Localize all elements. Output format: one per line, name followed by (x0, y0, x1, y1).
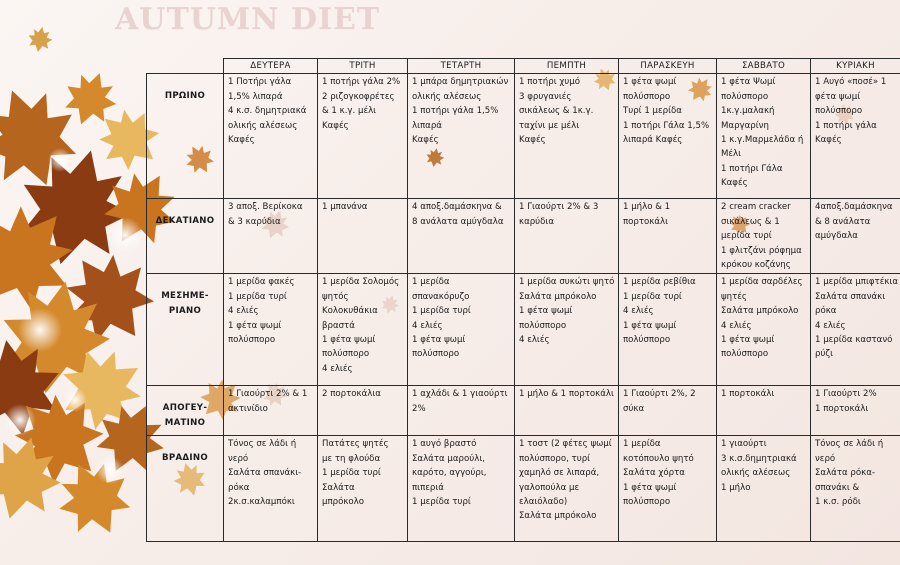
meal-item: με τη φλούδα (322, 453, 381, 464)
meal-item: ταχίνι με μέλι (519, 120, 580, 131)
meal-item: 1 μερίδα (623, 439, 661, 450)
page-title: AUTUMN DIET (115, 2, 381, 37)
meal-item: 1 μπανάνα (322, 202, 368, 213)
meal-item: 1κ.γ.μαλακή (721, 106, 775, 117)
meal-item: πολύσπορο (623, 497, 671, 508)
meal-item: 1 φέτα ψωμί (623, 320, 677, 331)
meal-label-line: ΜΑΤΙΝΟ (164, 417, 206, 428)
meal-cell (811, 274, 900, 386)
meal-item: Τόνος σε λάδι ή (815, 439, 884, 450)
meal-item: 1 Γιαούρτι 2% & 1 (228, 389, 308, 400)
meal-item: 1 μερίδα Σολομός (322, 277, 400, 288)
meal-item: 4 ελιές (519, 335, 550, 346)
meal-item: 1 ποτήρι γάλα 1,5% (412, 106, 499, 117)
meal-item: 1 Γιαούρτι 2% (815, 389, 877, 400)
meal-label-line: ΜΕΣΗΜΕ- (161, 291, 209, 302)
meal-label (147, 274, 224, 386)
meal-item: λιπαρά (412, 120, 442, 131)
meal-cell (515, 74, 619, 199)
meal-item: 1 Ποτήρι γάλα (228, 77, 292, 88)
meal-cell (717, 199, 811, 274)
meal-item: 1 ποτήρι Γάλα (721, 163, 783, 174)
meal-item: 1 τοστ (2 φέτες ψωμί (519, 439, 612, 450)
meal-cell (408, 74, 515, 199)
meal-item: Κολοκυθάκια (322, 306, 378, 317)
meal-label-line: ΑΠΟΓΕΥ- (162, 403, 208, 414)
meal-cell (224, 199, 318, 274)
meal-item: 1 πορτοκάλι (815, 403, 869, 414)
meal-item: μερίδα τυρί (721, 231, 772, 242)
meal-cell (811, 199, 900, 274)
meal-label-line: ΔΕΚΑΤΙΑΝΟ (155, 216, 215, 227)
meal-item: Σαλάτα μαρούλι, (412, 453, 485, 464)
meal-item: 1 αχλάδι & 1 γιαούρτι (412, 389, 508, 400)
meal-item: πολύσπορο (623, 335, 671, 346)
meal-row (147, 274, 900, 386)
meal-cell (224, 274, 318, 386)
meal-item: πιπεριά (412, 482, 444, 493)
meal-item: 1 μερίδα καστανό (815, 335, 893, 346)
meal-item: 1 μερίδα φακές (228, 277, 295, 288)
meal-item: 1 μερίδα τυρί (322, 468, 381, 479)
meal-item: Καφές (519, 135, 546, 146)
meal-item: 1 αυγό βραστό (412, 439, 477, 450)
meal-item: 1 ποτήρι γάλα (815, 120, 877, 131)
day-header: ΠΕΜΠΤΗ (515, 59, 619, 74)
meal-item: κρόκου κοζάνης (721, 260, 791, 271)
meal-item: 1 Αυγό «ποσέ» 1 (815, 77, 887, 88)
meal-item: πολύσπορο (623, 91, 671, 102)
meal-item: αμύγδαλα (815, 231, 858, 242)
meal-row (147, 74, 900, 199)
meal-cell (717, 274, 811, 386)
meal-item: 3 φρυγανιές (519, 91, 572, 102)
meal-item: 1 φέτα ψωμί (228, 320, 282, 331)
meal-cell (619, 199, 717, 274)
meal-row (147, 386, 900, 436)
meal-label (147, 74, 224, 199)
meal-item: 4 ελιές (721, 320, 752, 331)
meal-item: πολύσπορο (322, 349, 370, 360)
meal-item: σπανάκι & (815, 482, 860, 493)
meal-item: 1 φέτα ψωμί (721, 335, 775, 346)
meal-cell (408, 199, 515, 274)
meal-item: χαμηλό σε λιπαρά, (519, 468, 600, 479)
meal-cell (717, 386, 811, 436)
meal-item: πολύσπορο (228, 335, 276, 346)
meal-item: 1 μερίδα μπιφτέκια (815, 277, 899, 288)
meal-item: ρόκα (815, 306, 837, 317)
meal-cell (619, 436, 717, 542)
meal-item: & 8 ανάλατα (815, 216, 871, 227)
meal-item: γαλοπούλα με (519, 482, 580, 493)
meal-item: 1 μερίδα συκώτι ψητό (519, 277, 615, 288)
meal-cell (515, 386, 619, 436)
meal-row (147, 436, 900, 542)
meal-cell (515, 199, 619, 274)
meal-item: ρόκα (228, 482, 250, 493)
meal-item: Σαλάτα σπανάκι- (228, 468, 302, 479)
meal-item: 1 μερίδα (412, 277, 450, 288)
meal-item: 1 μήλο & 1 (623, 202, 671, 213)
meal-cell (811, 74, 900, 199)
meal-cell (408, 274, 515, 386)
meal-item: 4αποξ.δαμάσκηνα (815, 202, 893, 213)
meal-item: 8 ανάλατα αμύγδαλα (412, 216, 504, 227)
meal-cell (318, 199, 408, 274)
meal-cell (408, 386, 515, 436)
meal-item: πολύσπορο (721, 349, 769, 360)
meal-label-line: ΒΡΑΔΙΝΟ (162, 453, 208, 464)
meal-item: Σαλάτα μπρόκολο (519, 291, 597, 302)
meal-label-line: ΡΙΑΝΟ (168, 305, 202, 316)
meal-item: πολύσπορο (519, 320, 567, 331)
meal-cell (515, 274, 619, 386)
meal-item: Καφές (412, 135, 439, 146)
meal-item: 1 μπάρα δημητριακών (412, 77, 509, 88)
meal-item: 1 μήλο & 1 πορτοκάλι (519, 389, 614, 400)
meal-item: Μέλι (721, 149, 742, 160)
meal-item: 4 ελιές (228, 306, 259, 317)
meal-item: Καφές (721, 178, 748, 189)
meal-item: 1 μήλο (721, 482, 751, 493)
meal-item: 1 μερίδα ρεβίθια (623, 277, 696, 288)
meal-cell (408, 436, 515, 542)
meal-item: καρότο, αγγούρι, (412, 468, 487, 479)
meal-item: Σαλάτα ρόκα- (815, 468, 875, 479)
meal-label-line: ΠΡΩΙΝΟ (164, 91, 206, 102)
meal-item: 1 μερίδα σαρδέλες (721, 277, 803, 288)
meal-item: ολικής αλέσεως (721, 468, 791, 479)
meal-cell (224, 74, 318, 199)
meal-cell (619, 386, 717, 436)
diet-schedule-table (146, 58, 900, 542)
day-header: ΣΑΒΒΑΤΟ (717, 59, 811, 74)
meal-item: κοτόπουλο ψητό (623, 453, 694, 464)
meal-item: 1 Γιαούρτι 2%, 2 (623, 389, 696, 400)
meal-item: ολικής αλέσεως (412, 91, 482, 102)
meal-item: σικάλεως & 1 (721, 216, 780, 227)
meal-item: 2κ.σ.καλαμπόκι (228, 497, 295, 508)
meal-item: Καφές (228, 135, 255, 146)
meal-cell (619, 74, 717, 199)
meal-cell (515, 436, 619, 542)
meal-item: 1 γιαούρτι (721, 439, 767, 450)
meal-item: πολύσπορο, τυρί (519, 453, 591, 464)
meal-item: 2% (412, 403, 426, 414)
meal-item: Καφές (815, 135, 842, 146)
meal-item: 1 φέτα Ψωμί (721, 77, 776, 88)
meal-item: μπρόκολο (322, 497, 365, 508)
meal-item: πολύσπορο (412, 349, 460, 360)
meal-cell (224, 386, 318, 436)
day-header-row (147, 59, 900, 74)
meal-item: 1 φέτα ψωμί (412, 335, 466, 346)
meal-item: 4 αποξ.δαμάσκηνα & (412, 202, 502, 213)
meal-item: & 3 καρύδια (228, 216, 281, 227)
meal-item: πολύσπορο (721, 91, 769, 102)
meal-item: 1 ποτήρι χυμό (519, 77, 581, 88)
meal-item: ψητές (721, 291, 747, 302)
meal-item: σπανακόρυζο (412, 291, 470, 302)
meal-item: ακτινίδιο (228, 403, 268, 414)
day-header: ΠΑΡΑΣΚΕΥΗ (619, 59, 717, 74)
meal-item: 1 κ.γ.Μαρμελάδα ή (721, 135, 804, 146)
meal-item: 1 ποτήρι γάλα 2% (322, 77, 401, 88)
day-header: ΤΡΙΤΗ (318, 59, 408, 74)
meal-item: ψητός (322, 291, 349, 302)
meal-item: 1 ποτήρι Γάλα 1,5% (623, 120, 710, 131)
meal-item: 1 φέτα ψωμί (623, 482, 677, 493)
meal-item: λιπαρά Καφές (623, 135, 683, 146)
day-header: ΔΕΥΤΕΡΑ (224, 59, 318, 74)
meal-item: 1 φέτα ψωμί (519, 306, 573, 317)
meal-item: Σαλάτα μπρόκολο (519, 511, 597, 522)
meal-cell (318, 74, 408, 199)
meal-item: & 1 κ.γ. μέλι (322, 106, 377, 117)
meal-item: Μαργαρίνη (721, 120, 769, 131)
meal-item: 1 φέτα ψωμί (623, 77, 677, 88)
meal-item: Σαλάτα μπρόκολο (721, 306, 799, 317)
meal-item: 2 ριζογκοφρέτες (322, 91, 395, 102)
meal-row (147, 199, 900, 274)
meal-cell (717, 436, 811, 542)
meal-item: πολύσπορο (815, 106, 863, 117)
meal-item: φέτα ψωμί (815, 91, 861, 102)
meal-cell (318, 386, 408, 436)
meal-item: ρύζι (815, 349, 834, 360)
meal-item: 3 κ.σ.δημητριακά (721, 453, 797, 464)
meal-item: 1 Γιαούρτι 2% & 3 (519, 202, 599, 213)
meal-cell (224, 436, 318, 542)
meal-item: σικάλεως & 1κ.γ. (519, 106, 594, 117)
meal-item: 2 cream cracker (721, 202, 791, 213)
meal-item: 2 πορτοκάλια (322, 389, 381, 400)
meal-cell (318, 436, 408, 542)
day-header: ΚΥΡΙΑΚΗ (811, 59, 900, 74)
meal-item: Καφές (322, 120, 349, 131)
meal-item: ολικής αλέσεως (228, 120, 298, 131)
meal-cell (811, 436, 900, 542)
meal-item: 4 ελιές (322, 363, 353, 374)
meal-label (147, 436, 224, 542)
meal-item: 1 φέτα ψωμί (322, 335, 376, 346)
meal-item: 1 μερίδα τυρί (412, 497, 471, 508)
meal-item: 1 φλιτζάνι ρόφημα (721, 245, 802, 256)
meal-item: 1 κ.σ. ρόδι (815, 497, 861, 508)
meal-cell (318, 274, 408, 386)
meal-item: Τόνος σε λάδι ή (228, 439, 297, 450)
meal-item: νερό (815, 453, 836, 464)
meal-item: 3 αποξ. Βερίκοκα (228, 202, 303, 213)
meal-item: 4 ελιές (815, 320, 846, 331)
meal-item: 1 μερίδα τυρί (228, 291, 287, 302)
meal-item: 4 ελιές (412, 320, 443, 331)
meal-item: ελαιόλαδο) (519, 497, 568, 508)
meal-item: Σαλάτα (322, 482, 355, 493)
meal-item: σύκα (623, 403, 645, 414)
meal-cell (811, 386, 900, 436)
meal-item: βραστά (322, 320, 355, 331)
meal-item: 4 ελιές (623, 306, 654, 317)
meal-item: 1,5% λιπαρά (228, 91, 283, 102)
meal-item: 1 μερίδα τυρί (623, 291, 682, 302)
meal-item: πορτοκάλι (623, 216, 669, 227)
day-header: ΤΕΤΑΡΤΗ (408, 59, 515, 74)
meal-item: Πατάτες ψητές (322, 439, 389, 450)
meal-item: Τυρί 1 μερίδα (623, 106, 682, 117)
meal-item: Σαλάτα σπανάκι (815, 291, 886, 302)
meal-item: 4 κ.σ. δημητριακά (228, 106, 307, 117)
meal-item: 1 μερίδα τυρί (412, 306, 471, 317)
meal-label (147, 199, 224, 274)
meal-item: νερό (228, 453, 249, 464)
meal-item: 1 πορτοκάλι (721, 389, 775, 400)
meal-cell (717, 74, 811, 199)
table-corner (147, 59, 224, 74)
meal-item: καρύδια (519, 216, 554, 227)
meal-cell (619, 274, 717, 386)
meal-label (147, 386, 224, 436)
meal-item: Σαλάτα χόρτα (623, 468, 685, 479)
